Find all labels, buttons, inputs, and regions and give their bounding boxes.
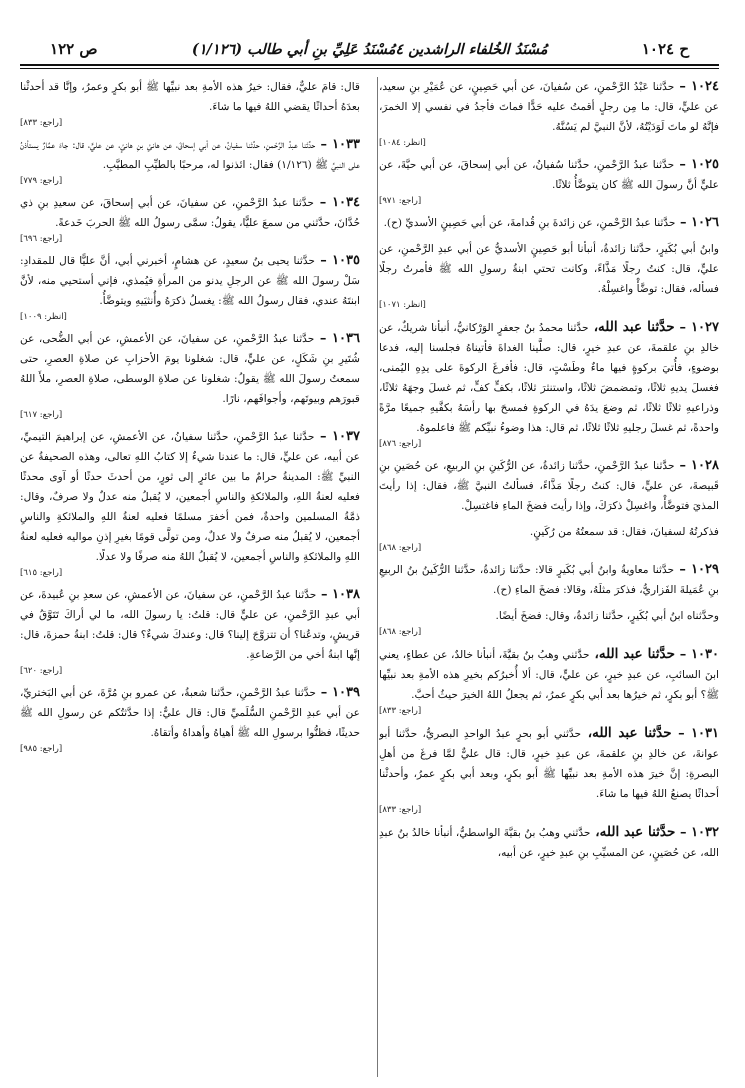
hadith-text bbox=[379, 239, 719, 299]
hadith-reference: [راجع: ٧٧٩] bbox=[20, 176, 63, 186]
hadith-opening: حدَّثنا عبد الله، bbox=[588, 319, 675, 335]
hadith-block bbox=[379, 723, 719, 816]
hadith-text bbox=[379, 723, 719, 804]
hadith-text bbox=[20, 329, 360, 409]
hadith-text bbox=[379, 560, 719, 600]
hadith-reference: [انظر: ١٠٧١] bbox=[379, 300, 426, 310]
hadith-reference: [راجع: ٦١٧] bbox=[20, 410, 63, 420]
hadith-number: ١٠٣٧ – bbox=[314, 429, 360, 444]
hadith-number: ١٠٢٩ – bbox=[674, 562, 719, 577]
hadith-block bbox=[379, 77, 719, 149]
header-rule-thin bbox=[20, 68, 719, 69]
hadith-body: قال: قامَ عليٌّ، فقال: خيرُ هذه الأمةِ بعد نبيِّها ﷺ أبو بكرٍ وعمرُ، وإنَّا قد أحدثْنا بعدَهُ أحداثًا يقضي اللهُ فيها ما شاءَ. bbox=[20, 81, 360, 113]
hadith-body: حدَّثنا عبدُ الرَّحْمنِ، حدَّثنا سفيانُ، عن الأعمشِ، عن إبراهيمَ التيميِّ، عن أبيه، عن عليٍّ، قال: ما عندنا شيءٌ إلا كتابُ اللهِ تعالى، وهذه الصحيفةُ عن النبيِّ ﷺ: المدينةُ حرامٌ ما بين عائرٍ إلى ثورٍ، من أحدثَ حدثًا أو آوى محدثًا فعليه لعنةُ اللهِ، والملائكةِ والناسِ أجمعين، لا يُقبلُ منه عدلٌ ولا صرفٌ، وقال: ذمَّةُ المسلمين واحدةٌ، فمن أخفرَ مسلمًا فعليه لعنةُ اللهِ والملائكةِ والناسِ أجمعين، لا يُقبلُ منه صرفٌ ولا عدلٌ، ومن تولَّى قومًا بغيرِ إذنِ مواليه فعليه لعنةُ اللهِ والملائكةِ والناسِ أجمعين، لا يُقبلُ اللهُ منه صرفًا ولا عدلًا. bbox=[20, 431, 360, 563]
hadith-block bbox=[20, 251, 360, 323]
hadith-reference: [راجع: ٨٦٨] bbox=[379, 627, 422, 637]
hadith-text bbox=[20, 251, 360, 311]
hadith-body: حدَّثنا عبدُ الرَّحْمنِ، حدَّثنا سُفيانُ، عن أبي إسحاقَ، عن أبي حيَّةَ، عن عليٍّ أنَّ رسولَ الله ﷺ كان يتوضَّأُ ثلاثًا. bbox=[379, 159, 719, 191]
hadith-opening: حدَّثنا عبد الله، bbox=[590, 824, 676, 840]
hadith-number: ١٠٣٨ – bbox=[316, 587, 360, 602]
page-number: ص ١٢٢ bbox=[50, 40, 98, 58]
hadith-number: ١٠٢٤ – bbox=[674, 79, 719, 94]
header-rule-thick bbox=[20, 64, 719, 66]
hadith-range: ح ١٠٢٤ bbox=[641, 40, 689, 58]
hadith-reference: [راجع: ٦٩٦] bbox=[20, 234, 63, 244]
hadith-body: وحدَّثناه ابنُ أبي بُكَيرٍ، حدَّثنا زائدةُ، وقال: فضخَ أيضًا. bbox=[495, 610, 719, 622]
hadith-text bbox=[20, 77, 360, 117]
hadith-block bbox=[379, 822, 719, 863]
hadith-text bbox=[379, 644, 719, 705]
hadith-number: ١٠٣٠ – bbox=[674, 647, 719, 662]
hadith-block bbox=[20, 77, 360, 129]
hadith-block bbox=[379, 456, 719, 516]
hadith-text bbox=[20, 683, 360, 743]
hadith-body: حدَّثنا عبدُ الرَّحْمنِ، عن سفيانَ، عن أبي إسحاقَ، عن سعيدِ بنِ ذي حُدَّانَ، حدَّثني من سمعَ عليًّا، يقولُ: سمَّى رسولُ الله ﷺ الحربَ خَدعةً. bbox=[20, 197, 360, 229]
hadith-block bbox=[379, 317, 719, 450]
hadith-reference: [راجع: ٨٧٦] bbox=[379, 439, 422, 449]
hadith-reference: [راجع: ٨٣٣] bbox=[20, 118, 63, 128]
right-column bbox=[379, 77, 719, 1077]
text-columns bbox=[20, 77, 719, 1077]
hadith-block bbox=[379, 560, 719, 600]
hadith-number: ١٠٣١ – bbox=[671, 726, 719, 741]
hadith-text bbox=[379, 77, 719, 137]
hadith-reference: [راجع: ٨٣٣] bbox=[379, 706, 422, 716]
hadith-text bbox=[379, 155, 719, 195]
hadith-text bbox=[379, 522, 719, 542]
hadith-body: حدَّثني وهبُ بنُ بقيَّةَ الواسطيُّ، أنبأنا خالدُ بنُ عبدِ الله، عن حُصَينٍ، عن المسيِّبِ بنِ عبدِ خيرٍ، عن أبيه، bbox=[379, 827, 719, 859]
hadith-number: ١٠٣٩ – bbox=[315, 685, 360, 700]
hadith-reference: [راجع: ٨٦٨] bbox=[379, 543, 422, 553]
hadith-reference: [انظر: ١٠٨٤] bbox=[379, 138, 426, 148]
running-title: مُسْنَدُ الخُلفاء الراشدين ٤مُسْنَدُ عَلِيِّ بنِ أبي طالب (١/١٢٦) bbox=[191, 41, 548, 58]
hadith-reference: [راجع: ٦١٥] bbox=[20, 568, 63, 578]
hadith-block bbox=[20, 329, 360, 421]
hadith-block bbox=[379, 239, 719, 311]
hadith-body: حدَّثنا عبدُ الرَّحْمنِ، عن سفيانَ، عن الأعمشِ، عن أبي الضُّحى، عن شُتَيرِ بنِ شَكَلٍ، عن عليٍّ، قال: شغلونا يومَ الأحزابِ عن صلاةِ العصرِ، حتى سمعتُ رسولَ الله ﷺ يقولُ: شغلونا عن صلاةِ الوسطى، صلاةِ العصرِ، ملأَ اللهُ قبورَهم وبيوتَهم، وأجوافَهم، نارًا. bbox=[20, 333, 360, 405]
hadith-text bbox=[379, 606, 719, 626]
hadith-reference: [راجع: ٩٧١] bbox=[379, 196, 422, 206]
hadith-number: ١٠٣٥ – bbox=[314, 253, 360, 268]
hadith-body: حدَّثنا عبدُ الرَّحْمنِ، عن سفيانَ، عن الأعمشِ، عن سعدِ بنِ عُبيدةَ، عن أبي عبدِ الرَّحْمنِ، عن عليٍّ قال: قلتُ: يا رسولَ الله، ما لي أراكَ تَتَوَّقُ في قريشٍ، وتدعُنا؟ أن تتزوَّجَ إلينا؟ قال: وعندكَ شيءٌ؟ قال: قلتُ: ابنةُ حمزةَ، قال: إنَّها ابنةُ أخي من الرَّضاعةِ. bbox=[20, 589, 360, 661]
hadith-number: ١٠٣٤ – bbox=[313, 195, 360, 210]
hadith-block bbox=[20, 135, 360, 187]
hadith-text bbox=[379, 456, 719, 516]
hadith-body: وابنُ أبي بُكَيرٍ، حدَّثنا زائدةُ، أنبأنا أبو حَصِينٍ الأسديُّ عن أبي عبدِ الرَّحْمنِ، عن عليٍّ، قال: كنتُ رجلًا مَذَّاءً، وكانت تحتي ابنةُ رسولِ الله ﷺ فأمرتُ رجلًا فسأله، فقال: توضَّأْ واغسِلْهُ. bbox=[379, 243, 719, 295]
hadith-body: حدَّثنا عبدُ الرَّحْمنِ، حدَّثنا سفيانُ، عن أبي إسحاقَ، عن هانئِ بنِ هانئٍ، عن عليٍّ، قال: جاءَ عمَّارٌ يستأذنُ على النبيِّ ﷺ (١/١٢٦) فقال: ائذنوا له، مرحبًا بالطيِّبِ المطيَّبِ. bbox=[20, 139, 360, 171]
hadith-text bbox=[20, 427, 360, 567]
hadith-body: حدَّثنا يحيى بنُ سعيدٍ، عن هشامٍ، أخبرني أبي، أنَّ عليًّا قال للمقدادِ: سَلْ رسولَ الله ﷺ عن الرجلِ يدنو من المرأةِ فيُمذي، فإني أستحيي منه، لأنَّ ابنتَهُ عندي، فقال رسولُ الله ﷺ: يغسلُ ذكرَهُ وأُنثيَيهِ ويتوضَّأُ. bbox=[20, 255, 360, 307]
hadith-opening: حدَّثنا عبد الله، bbox=[581, 725, 672, 741]
page-header bbox=[20, 28, 719, 62]
hadith-body: حدَّثنا عبدُ الرَّحْمنِ، حدَّثنا شعبةُ، عن عمرو بنِ مُرَّةَ، عن أبي البَختريِّ، عن أبي عبدِ الرَّحْمنِ السُّلَميِّ قال: قال عليٌّ: إذا حدَّثتُكم عن رسولِ الله ﷺ حديثًا، فظنُّوا برسولِ الله ﷺ أهياهُ وأهداهُ وأتقاهُ. bbox=[20, 687, 360, 739]
hadith-text bbox=[20, 135, 360, 175]
hadith-number: ١٠٢٨ – bbox=[674, 458, 719, 473]
hadith-number: ١٠٢٦ – bbox=[675, 215, 719, 230]
hadith-reference: [انظر: ١٠٠٩] bbox=[20, 312, 67, 322]
hadith-reference: [راجع: ٦٢٠] bbox=[20, 666, 63, 676]
hadith-body: فذكرتُهُ لسفيانَ، فقال: قد سمعتُهُ من رُكَينٍ. bbox=[529, 526, 719, 538]
hadith-body: حدَّثنا عبدُ الرَّحْمنِ، حدَّثنا زائدةُ، عن الرُّكَينِ بنِ الربيعِ، عن حُصَينِ بنِ قَبيصةَ، عن عليٍّ، قال: كنتُ رجلًا مَذَّاءً، فسألتُ النبيَّ ﷺ، فقال: إذا رأيتَ المذيَ فتوضَّأْ، واغسِلْ ذكرَكَ، وإذا رأيتَ فضخَ الماءِ فاغتسِلْ. bbox=[379, 460, 719, 512]
hadith-body: حدَّثني أبو بحرٍ عبدُ الواحدِ البصريُّ، حدَّثنا أبو عوانةَ، عن خالدِ بنِ علقمةَ، عن عبدِ خيرٍ، قال: قال عليٌّ لمَّا فرغَ من أهلِ البصرةِ: إنَّ خيرَ هذه الأمةِ بعد نبيِّها ﷺ أبو بكرٍ، وبعد أبي بكرٍ عمرُ، وأحدثْنا أحداثًا يصنعُ اللهُ فيها ما شاءَ. bbox=[379, 728, 719, 800]
hadith-body: حدَّثني وهبُ بنُ بقيَّةَ، أنبأنا خالدٌ، عن عطاءٍ، يعني ابنَ السائبِ، عن عبدِ خيرٍ، عن عليٍّ، قال: ألا أُخبرُكم بخيرِ هذه الأمةِ بعد نبيِّها ﷺ؟ أبو بكرٍ، ثم خيرُها بعد أبي بكرٍ عمرُ، ثم يجعلُ اللهُ الخيرَ حيثُ أحبَّ. bbox=[379, 649, 719, 701]
hadith-number: ١٠٢٧ – bbox=[674, 320, 719, 335]
hadith-body: حدَّثنا عبدُ الرَّحْمنِ، عن زائدةَ بنِ قُدامةَ، عن أبي حَصِينٍ الأسديِّ (ح). bbox=[383, 217, 676, 229]
hadith-block bbox=[379, 522, 719, 554]
hadith-number: ١٠٣٢ – bbox=[675, 825, 719, 840]
hadith-body: حدَّثنا عَبْدُ الرَّحْمنِ، عن سُفيانَ، عن أبي حَصِينٍ، عن عُمَيْرِ بنِ سعيد، عن عليٍّ، قال: ما مِن رجلٍ أقمتُ عليه حَدًّا فماتَ فأجدُ في نفسي إلا الخمرَ، فإنَّهُ لو ماتَ لَوَدَيْتُهُ، لأنَّ النبيَّ لم يَسُنَّهُ. bbox=[379, 81, 719, 133]
hadith-text bbox=[20, 585, 360, 665]
hadith-block bbox=[379, 213, 719, 233]
hadith-number: ١٠٢٥ – bbox=[674, 157, 719, 172]
hadith-text bbox=[379, 213, 719, 233]
hadith-block bbox=[20, 427, 360, 579]
column-divider bbox=[377, 77, 378, 1077]
hadith-body: حدَّثنا معاويةُ وابنُ أبي بُكَيرٍ قالا: حدَّثنا زائدةُ، حدَّثنا الرُّكَينُ بنُ الربيعِ بنِ عُمَيلةَ الفَزاريُّ، فذكرَ مثلَهُ، وقالا: فضخَ الماءِ (ح). bbox=[379, 564, 719, 596]
hadith-block bbox=[379, 606, 719, 638]
hadith-block bbox=[20, 683, 360, 755]
hadith-block bbox=[20, 585, 360, 677]
hadith-number: ١٠٣٣ – bbox=[315, 137, 360, 152]
hadith-text bbox=[379, 317, 719, 438]
hadith-body: حدَّثنا محمدُ بنُ جعفرٍ الوَرْكانيُّ، أنبأنا شريكٌ، عن خالدِ بنِ علقمةَ، عن عبدِ خيرٍ، قال: صلَّينا الغداةَ فأتيناهُ فجلسنا إليه، فدعا بوضوءٍ، فأُتيَ بركوةٍ فيها ماءٌ وطَسْتٍ، قال: فأفرغَ الركوةَ على يدِهِ اليُمنى، فغسلَ يديهِ ثلاثًا، وتمضمضَ ثلاثًا، واستنثرَ ثلاثًا، بكفٍّ كفٍّ، ثم غسلَ وجهَهُ ثلاثًا، وذراعيهِ ثلاثًا ثلاثًا، ثم وضعَ يدَهُ في الركوةِ فمسحَ بها رأسَهُ بكفَّيهِ جميعًا مرَّةً واحدةً، ثم غسلَ رجليهِ ثلاثًا ثلاثًا، ثم قال: هذا وضوءُ نبيِّكم ﷺ فاعلموهُ. bbox=[379, 322, 719, 434]
hadith-block bbox=[20, 193, 360, 245]
hadith-opening: حدَّثنا عبد الله، bbox=[589, 646, 675, 662]
hadith-block bbox=[379, 644, 719, 717]
hadith-block bbox=[379, 155, 719, 207]
hadith-reference: [راجع: ٩٨٥] bbox=[20, 744, 63, 754]
hadith-reference: [راجع: ٨٣٣] bbox=[379, 805, 422, 815]
hadith-number: ١٠٣٦ – bbox=[314, 331, 360, 346]
hadith-text bbox=[379, 822, 719, 863]
left-column bbox=[20, 77, 360, 1077]
hadith-text bbox=[20, 193, 360, 233]
